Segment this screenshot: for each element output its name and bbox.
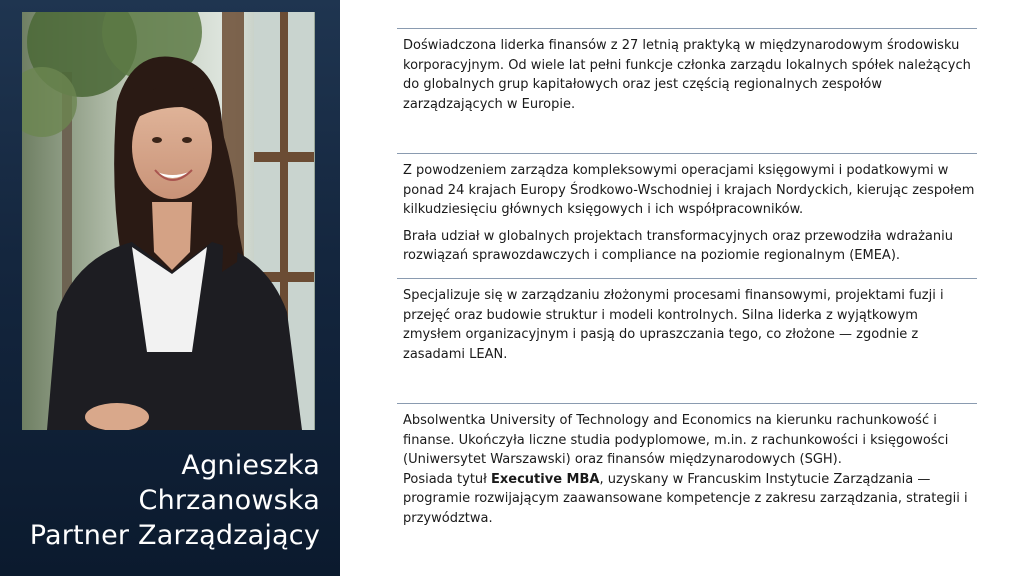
bio-paragraph: Brała udział w globalnych projektach transformacyjnych oraz przewodziła wdrażaniu rozwiązań sprawozdawczych i compliance na poziomie regionalnym (EMEA).: [403, 228, 953, 263]
bio-paragraph: Doświadczona liderka finansów z 27 letnią praktyką w międzynarodowym środowisku korporacyjnym. Od wiele lat pełni funkcje członka zarządu lokalnych spółek należących do globalnych grup kapitałowych oraz jest częścią regionalnych zespołów zarządzających w Europie.: [403, 38, 971, 112]
education-paragraph: [403, 411, 977, 528]
bio-paragraph: Z powodzeniem zarządza kompleksowymi operacjami księgowymi i podatkowymi w ponad 24 krajach Europy Środkowo-Wschodniej i krajach Nordyckich, kierując zespołem kilkudziesięciu głównych księgowych i ich współpracowników.: [403, 163, 975, 217]
education-text: Absolwentka University of Technology and Economics na kierunku rachunkowość i finanse. Ukończyła liczne studia podyplomowe, m.in. z rachunkowości i księgowości (Uniwersytet Warszawski) oraz finansów międzynarodowych (SGH).: [403, 413, 949, 467]
mba-suffix: , uzyskany w Francuskim Instytucie Zarządzania — programie rozwijającym zaawansowane kompetencje z zakresu zarządzania, strategii i przywództwa.: [403, 471, 968, 526]
job-title: Partner Zarządzający: [29, 520, 320, 551]
bio-section-education: [397, 403, 977, 535]
name-block: [0, 448, 320, 553]
bio-section-operations: [397, 153, 977, 273]
bio-section-experience: [397, 28, 977, 121]
left-panel: [0, 0, 340, 576]
portrait-photo: [22, 12, 315, 430]
last-name: Chrzanowska: [138, 485, 320, 516]
bio-paragraph: Specjalizuje się w zarządzaniu złożonymi procesami finansowymi, projektami fuzji i przejęć oraz budowie struktur i modeli kontrolnych. Silna liderka z wyjątkowym zmysłem organizacyjnym i pasją do upraszczania tego, co złożone — zgodnie z zasadami LEAN.: [403, 288, 944, 362]
mba-highlight: Executive MBA: [491, 471, 600, 487]
first-name: Agnieszka: [181, 450, 320, 481]
mba-prefix: Posiada tytuł: [403, 471, 491, 487]
bio-section-specialization: [397, 278, 977, 371]
